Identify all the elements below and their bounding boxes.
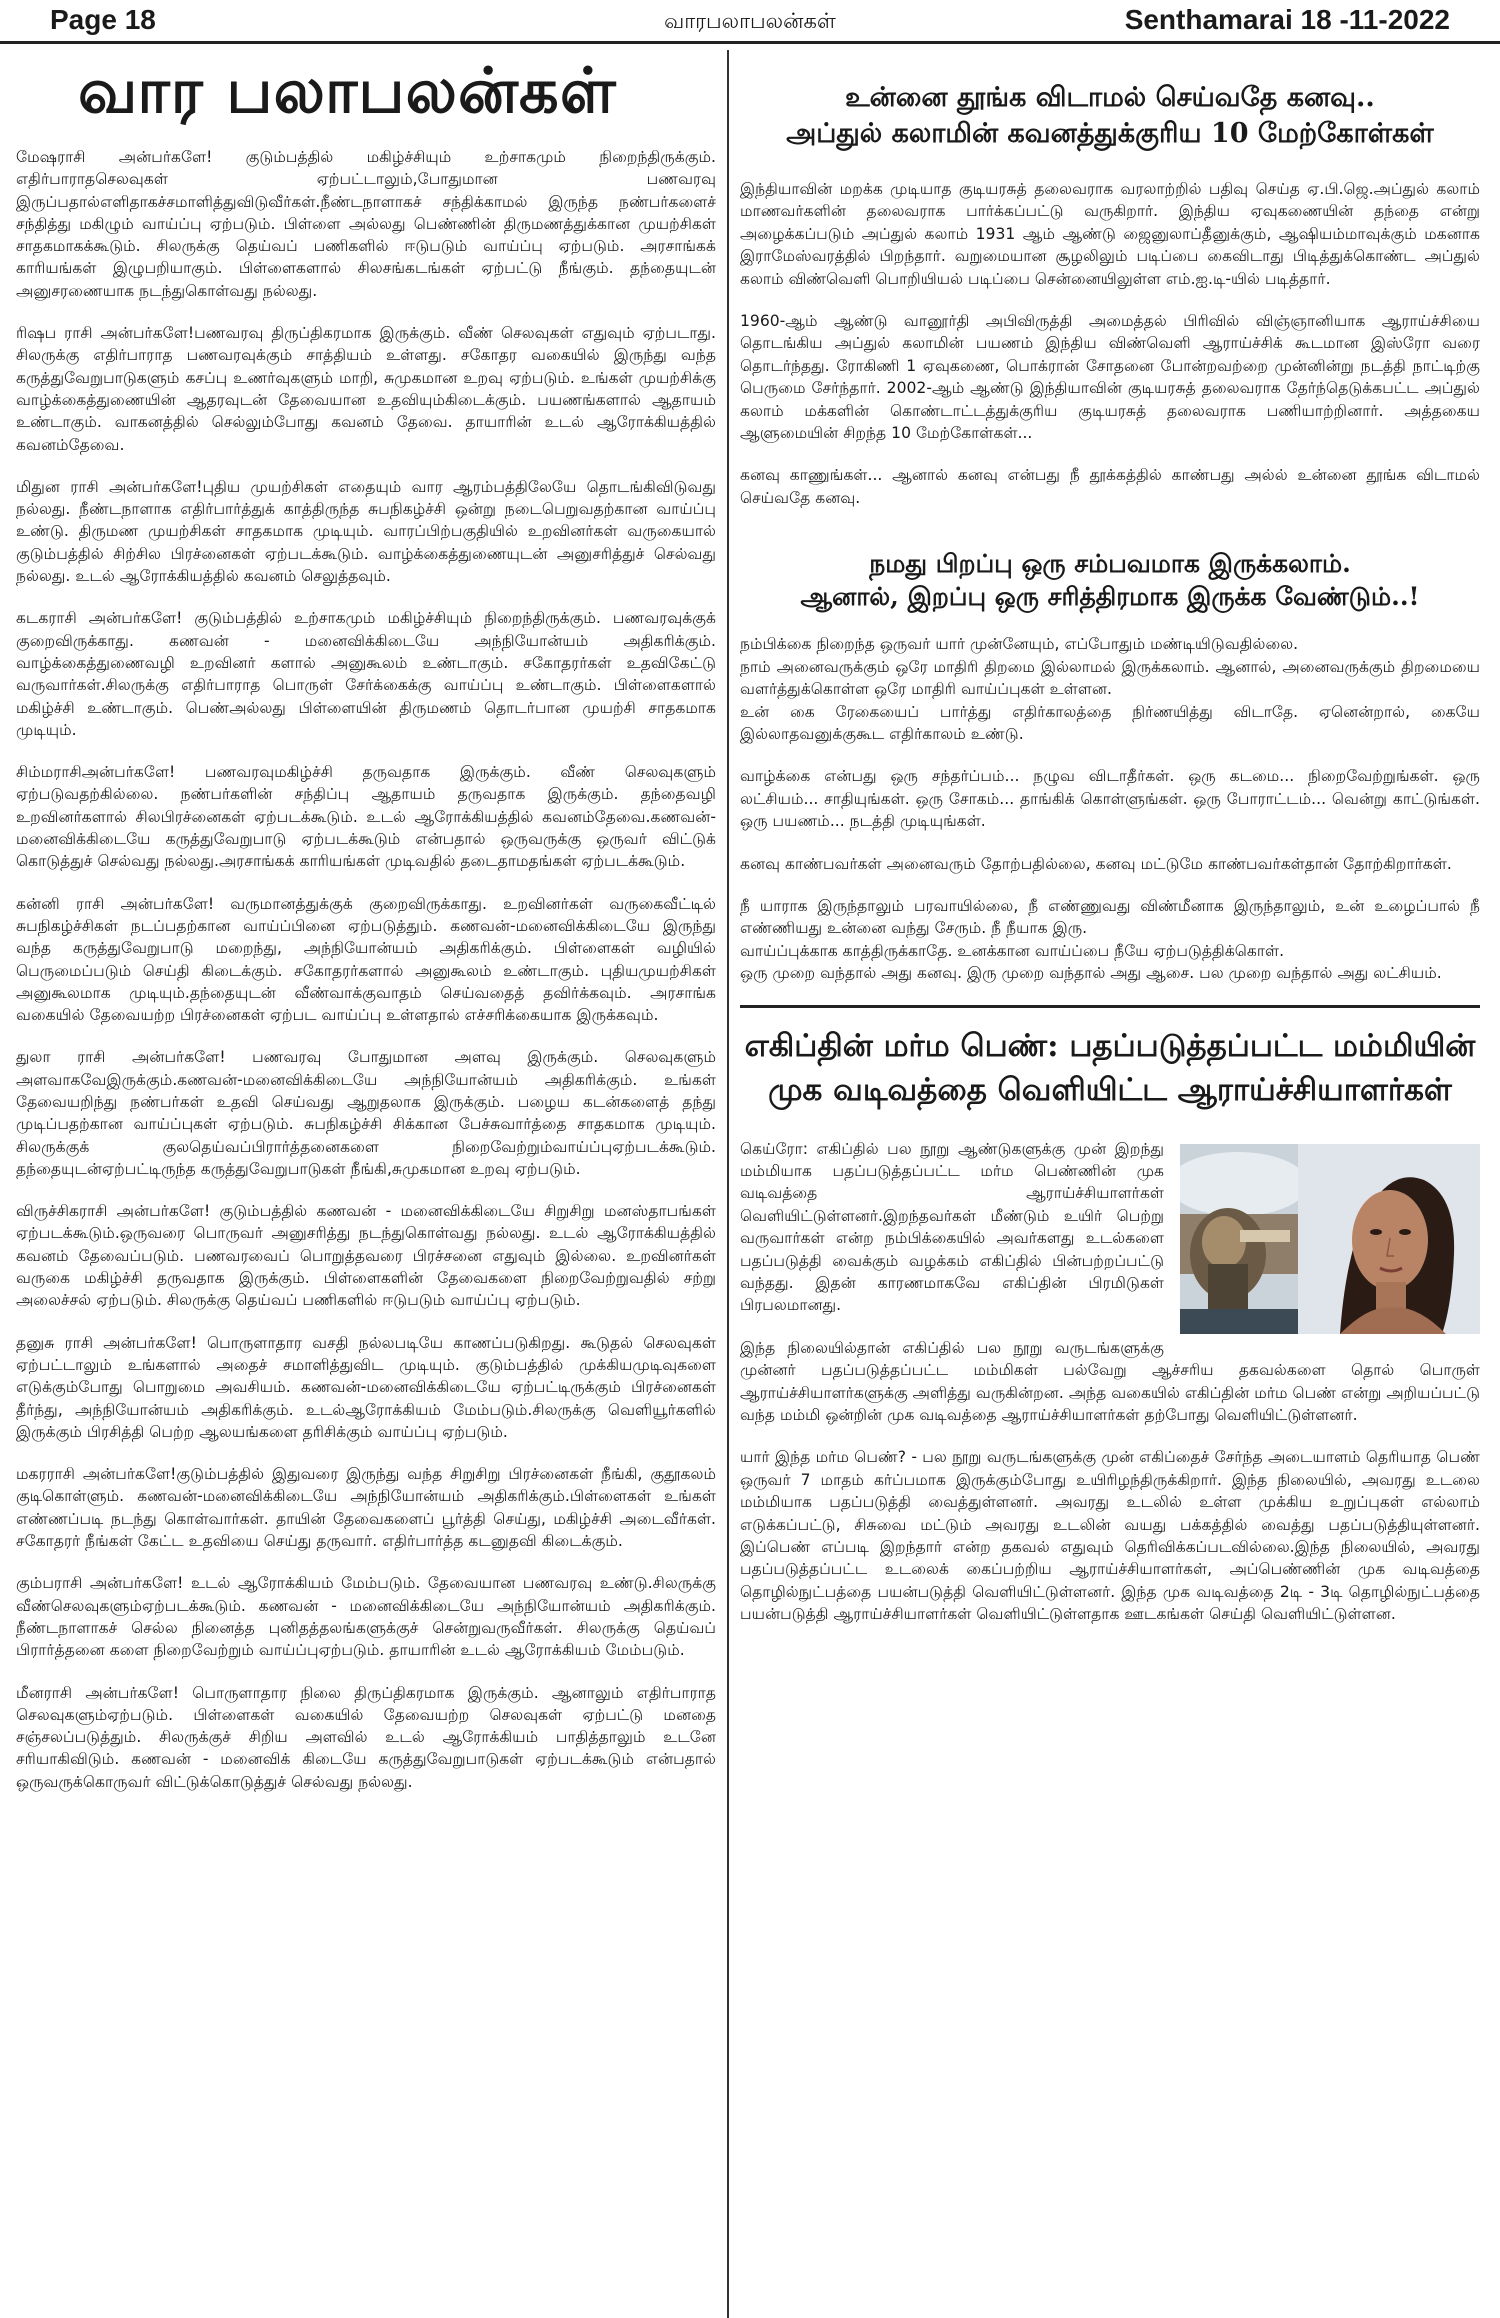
horoscope-column (16, 46, 716, 2316)
mummy-article-title: எகிப்தின் மர்ம பெண்: பதப்படுத்தப்பட்ட மம்மியின் முக வடிவத்தை வெளியிட்ட ஆராய்ச்சியாளர்கள் (744, 1027, 1476, 1108)
horoscope-viruchigam: விருச்சிகராசி அன்பர்களே! குடும்பத்தில் கணவன் - மனைவிக்கிடையே சிறுசிறு மனஸ்தாபங்கள் ஏற்படக்கூடும்.ஒருவரை பொருவர் அனுசரித்து நடந்துகொள்வது நல்லது. உடல் ஆரோக்கியத்தில் கவனம் தேவைப்படும். பணவரவைப் பொறுத்தவரை பிரச்சனை எதுவும் இல்லை. உறவினர்கள் வருகை மகிழ்ச்சி தருவதாக இருக்கும். பிள்ளைகளின் தேவைகளை நிறைவேற்றுவதில் சற்று அலைச்சல் ஏற்படும். சிலருக்கு தெய்வப் பணிகளில் ஈடுபடும் வாய்ப்பு ஏற்படும். (16, 1202, 716, 1310)
quote: ஒரு முறை வந்தால் அது கனவு. இரு முறை வந்தால் அது ஆசை. பல முறை வந்தால் அது லட்சியம். (740, 964, 1442, 983)
mummy-face-reconstruction-image (1180, 1144, 1480, 1334)
kalam-paragraph: கனவு காணுங்கள்... ஆனால் கனவு என்பது நீ தூக்கத்தில் காண்பது அல்ல் உன்னை தூங்க விடாமல் செய்வதே கனவு. (740, 466, 1480, 507)
horoscope-rishabam: ரிஷப ராசி அன்பர்களே!பணவரவு திருப்திகரமாக இருக்கும். வீண் செலவுகள் எதுவும் ஏற்படாது. சிலருக்கு எதிர்பாராத பணவரவுக்கும் சாத்தியம் உள்ளது. சகோதர வகையில் இருந்து வந்த கருத்துவேறுபாடுகளும் கசப்பு உணர்வுகளும் மாறி, சுமுகமான உறவு ஏற்படும். உங்கள் முயற்சிக்கு வாழ்க்கைத்துணையின் ஆதரவுடன் தேவையான உதவியும்கிடைக்கும். பயணங்களால் ஆதாயம் உண்டாகும். வாகனத்தில் செல்லும்போது கவனம் தேவை. தாயாரின் உடல் ஆரோக்கியத்தில் கவனம்தேவை. (16, 324, 716, 454)
horoscope-kanni: கன்னி ராசி அன்பர்களே! வருமானத்துக்குக் குறைவிருக்காது. உறவினர்கள் வருகைவீட்டில் சுபநிகழ்ச்சிகள் நடப்பதற்கான வாய்ப்பினை ஏற்படுத்தும். கணவன்-மனைவிக்கிடையே இருந்து வந்த கருத்துவேறுபாடு மறைந்து, அந்நியோன்யம் அதிகரிக்கும். பிள்ளைகள் வழியில் பெருமைப்படும் செய்தி கிடைக்கும். சகோதரர்களால் அனுகூலம் உண்டாகும். புதியமுயற்சிகள் அனுகூலமாக முடியும்.தந்தையுடன் வீண்வாக்குவாதம் செய்வதைத் தவிர்க்கவும். அரசாங்க வகையில் தேவையற்ற பிரச்னைகள் ஏற்பட வாய்ப்பு உள்ளதால் எச்சரிக்கையாக இருக்கவும். (16, 894, 716, 1025)
articles-column (740, 46, 1480, 2316)
kalam-paragraph: இந்தியாவின் மறக்க முடியாத குடியரசுத் தலைவராக வரலாற்றில் பதிவு செய்த ஏ.பி.ஜெ.அப்துல் கலாம் மாணவர்களின் தலைவராக பார்க்கப்பட்டு வருகிறார். இந்திய ஏவுகணையின் தந்தை என்று அழைக்கப்படும் அப்துல் கலாம் 1931 ஆம் ஆண்டு ஜைனுலாப்தீனுக்கும், ஆஷியம்மாவுக்கும் மகனாக இராமேஸ்வரத்தில் பிறந்தார். வறுமையான சூழலிலும் படிப்பை கைவிடாது பிடித்துக்கொண்ட அப்துல் கலாம் விண்வெளி பொறியியல் படிப்பை சென்னையிலுள்ள எம்.ஐ.டி-யில் படித்தார். (740, 180, 1480, 288)
kalam-quotes-article (740, 547, 1480, 984)
horoscope-title: வார பலாபலன்கள் (78, 54, 617, 127)
quotes-title: நமது பிறப்பு ஒரு சம்பவமாக இருக்கலாம். ஆனால், இறப்பு ஒரு சரித்திரமாக இருக்க வேண்டும்..! (800, 549, 1420, 612)
mummy-paragraph: கெய்ரோ: எகிப்தில் பல நூறு ஆண்டுகளுக்கு முன் இறந்து மம்மியாக பதப்படுத்தப்பட்ட மர்ம பெண்ணின் முக வடிவத்தை ஆராய்ச்சியாளர்கள் வெளியிட்டுள்ளனர்.இறந்தவர்கள் மீண்டும் உயிர் பெற்று வருவார்கள் என்ற நம்பிக்கையில் அவர்களது உடல்களை பதப்படுத்தி வைக்கும் வழக்கம் எகிப்தில் பின்பற்றப்பட்டு வந்தது. இதன் காரணமாகவே எகிப்தின் பிரமிடுகள் பிரபலமானது. (740, 1138, 1480, 1317)
horoscope-dhanusu: தனுசு ராசி அன்பர்களே! பொருளாதார வசதி நல்லபடியே காணப்படுகிறது. கூடுதல் செலவுகள் ஏற்பட்டாலும் உங்களால் அதைச் சமாளித்துவிட முடியும். குடும்பத்தில் முக்கியமுடிவுகளை எடுக்கும்போது பொறுமை அவசியம். கணவன்-மனைவிக்கிடையே ஏற்பட்டிருக்கும் பிரச்னைகள் தீர்ந்து, அந்நியோன்யம் அதிகரிக்கும். உடல்ஆரோக்கியம் மேம்படும்.சிலருக்கு வெளியூர்களில் இருக்கும் பிரசித்தி பெற்ற ஆலயங்களை தரிசிக்கும் வாய்ப்பு ஏற்படும். (16, 1333, 716, 1441)
horoscope-kadagam: கடகராசி அன்பர்களே! குடும்பத்தில் உற்சாகமும் மகிழ்ச்சியும் நிறைந்திருக்கும். பணவரவுக்குக் குறைவிருக்காது. கணவன் - மனைவிக்கிடையே அந்நியோன்யம் அதிகரிக்கும். வாழ்க்கைத்துணைவழி உறவினர் களால் அனுகூலம் உண்டாகும். சகோதரர்கள் உதவிகேட்டு வருவார்கள்.சிலருக்கு எதிர்பாராத பொருள் சேர்க்கைக்கு வாய்ப்பு உண்டாகும். பிள்ளைகளால் மகிழ்ச்சி உண்டாகும். பெண்அல்லது பிள்ளையின் திருமணம் தொடர்பான முயற்சி சாதகமாக முடியும். (16, 609, 716, 739)
column-divider (727, 50, 729, 2318)
mummy-article (740, 1008, 1480, 1646)
reconstructed-face-photo (1298, 1144, 1480, 1334)
paper-date: Senthamarai 18 -11-2022 (1124, 4, 1450, 35)
quote: கனவு காண்பவர்கள் அனைவரும் தோற்பதில்லை, கனவு மட்டுமே காண்பவர்கள்தான் தோற்கிறார்கள். (740, 854, 1452, 873)
mummy-paragraph: இந்த நிலையில்தான் எகிப்தில் பல நூறு வருடங்களுக்கு முன்னர் பதப்படுத்தப்பட்ட மம்மிகள் பல்வேறு ஆச்சரிய தகவல்களை தொல் பொருள் ஆராய்ச்சியாளர்களுக்கு அளித்து வருகின்றன. அந்த வகையில் எகிப்தின் மர்ம பெண் என்று அறியப்பட்டு வந்த மம்மி ஒன்றின் முக வடிவத்தை ஆராய்ச்சியாளர்கள் தற்போது வெளியிட்டுள்ளனர். (740, 1338, 1480, 1425)
page-header (0, 0, 1500, 44)
quote: நம்பிக்கை நிறைந்த ஒருவர் யார் முன்னேயும், எப்போதும் மண்டியிடுவதில்லை. (740, 635, 1299, 654)
horoscope-thulam: துலா ராசி அன்பர்களே! பணவரவு போதுமான அளவு இருக்கும். செலவுகளும் அளவாகவேஇருக்கும்.கணவன்-மனைவிக்கிடையே அந்நியோன்யம் அதிகரிக்கும். உங்கள் தேவையறிந்து நண்பர்கள் உதவி செய்வது ஆறுதலாக இருக்கும். பழைய கடன்களைத் தந்து முடிப்பதற்கான வாய்ப்புகள் ஏற்படும். சுபநிகழ்ச்சி சிக்கான பேச்சுவார்த்தை சாதகமாக முடியும். சிலருக்குக் குலதெய்வப்பிரார்த்தனைகளை நிறைவேற்றும்வாய்ப்புஏற்படக்கூடும். தந்தையுடன்ஏற்பட்டிருந்த கருத்துவேறுபாடுகள் நீங்கி,சுமுகமான உறவு ஏற்படும். (16, 1048, 716, 1178)
horoscope-mesham: மேஷராசி அன்பர்களே! குடும்பத்தில் மகிழ்ச்சியும் உற்சாகமும் நிறைந்திருக்கும். எதிர்பாராதசெலவுகள் ஏற்பட்டாலும்,போதுமான பணவரவு இருப்பதால்எளிதாகச்சமாளித்துவிடுவீர்கள்.நீண்டநாளாகச் சந்திக்காமல் இருந்த நண்பர்களைச் சந்தித்து மகிழும் வாய்ப்பு ஏற்படும். பிள்ளை அல்லது பெண்ணின் திருமணத்துக்கான முயற்சிகள் சாதகமாகக்கூடும். சிலருக்கு தெய்வப் பணிகளில் ஈடுபடும் வாய்ப்பு ஏற்படும். அரசாங்கக் காரியங்கள் இழுபறியாகும். பிள்ளைகளால் சிலசங்கடங்கள் ஏற்பட்டு நீங்கும். தந்தையுடன் அனுசரணையாக நடந்துகொள்வது நல்லது. (16, 148, 716, 300)
mummy-paragraph: யார் இந்த மர்ம பெண்? - பல நூறு வருடங்களுக்கு முன் எகிப்தைச் சேர்ந்த அடையாளம் தெரியாத பெண் ஒருவர் 7 மாதம் கர்ப்பமாக இருக்கும்போது உயிரிழந்திருக்கிறார். இந்த நிலையில், அவரது உடலை மம்மியாக பதப்படுத்தி வைத்துள்ளனர். அவரது உடலில் உள்ள முக்கிய உறுப்புகள் எல்லாம் எடுக்கப்பட்டு, சிசுவை மட்டும் அவரது உடலின் வயது பக்கத்தில் வைத்து பதப்படுத்தியுள்ளனர். இப்பெண் எப்படி இறந்தார் என்ற தகவல் எதுவும் தெரிவிக்கப்படவில்லை.இந்த நிலையில், அவரது பதப்படுத்தப்பட்ட உடலைக் கைப்பற்றிய ஆராய்ச்சியாளர்கள், அப்பெண்ணின் முக வடிவத்தை தொழில்நுட்பத்தை பயன்படுத்தி வெளியிட்டுள்ளனர். இந்த முக வடிவத்தை 2டி - 3டி தொழில்நுட்பத்தை பயன்படுத்தி ஆராய்ச்சியாளர்கள் வெளியிட்டுள்ளதாக ஊடகங்கள் செய்தி வெளியிட்டுள்ளன. (740, 1448, 1480, 1624)
section-name: வாரபலாபலன்கள் (664, 9, 836, 33)
kalam-paragraph: 1960-ஆம் ஆண்டு வானூர்தி அபிவிருத்தி அமைத்தல் பிரிவில் விஞ்ஞானியாக ஆராய்ச்சியை தொடங்கிய அப்துல் கலாமின் பயணம் இந்திய விண்வெளி ஆராய்ச்சிக் கூடமான இஸ்ரோ வரை தொடர்ந்தது. ரோகிணி 1 ஏவுகணை, பொக்ரான் சோதனை போன்றவற்றை முன்னின்று நடத்தி நாட்டிற்கு பெருமை சேர்ந்தார். 2002-ஆம் ஆண்டு இந்தியாவின் குடியரசுத் தலைவராக தேர்ந்தெடுக்கபட்ட அப்துல் கலாம் மக்களின் கொண்டாட்டத்துக்குரிய குடியரசுத் தலைவராக பணியாற்றினார். அத்தகைய ஆளுமையின் சிறந்த 10 மேற்கோள்கள்... (740, 312, 1480, 443)
kalam-article (740, 80, 1480, 509)
horoscope-meenam: மீனராசி அன்பர்களே! பொருளாதார நிலை திருப்திகரமாக இருக்கும். ஆனாலும் எதிர்பாராத செலவுகளும்ஏற்படும். பிள்ளைகள் வகையில் தேவையற்ற செலவுகள் ஏற்பட்டு மனதை சஞ்சலப்படுத்தும். சிலருக்குச் சிறிய அளவில் உடல் ஆரோக்கியம் பாதித்தாலும் உடனே சரியாகிவிடும். கணவன் - மனைவிக் கிடையே கருத்துவேறுபாடுகள் ஏற்படக்கூடும் என்பதால் ஒருவருக்கொருவர் விட்டுக்கொடுத்துச் செல்வது நல்லது. (16, 1683, 716, 1791)
horoscope-kumbam: கும்பராசி அன்பர்களே! உடல் ஆரோக்கியம் மேம்படும். தேவையான பணவரவு உண்டு.சிலருக்கு வீண்செலவுகளும்ஏற்படக்கூடும். கணவன் - மனைவிக்கிடையே அந்நியோன்யம் அதிகரிக்கும். நீண்டநாளாகச் செல்ல நினைத்த புனிதத்தலங்களுக்குச் சென்றுவருவீர்கள். சிலருக்கு தெய்வப் பிரார்த்தனை களை நிறைவேற்றும் வாய்ப்புஏற்படும். தாயாரின் உடல் ஆரோக்கியம் மேம்படும். (16, 1574, 716, 1660)
horoscope-simmam: சிம்மராசிஅன்பர்களே! பணவரவுமகிழ்ச்சி தருவதாக இருக்கும். வீண் செலவுகளும் ஏற்படுவதற்கில்லை. நண்பர்களின் சந்திப்பு ஆதாயம் தருவதாக இருக்கும். தந்தைவழி உறவினர்களால் சிலபிரச்னைகள் ஏற்படக்கூடும். உடல் ஆரோக்கியத்தில் கவனம்தேவை.கணவன்- மனைவிக்கிடையே கருத்துவேறுபாடு ஏற்படக்கூடும் என்பதால் ஒருவருக்கு ஒருவர் விட்டுக் கொடுத்துச் செல்வது நல்லது.அரசாங்கக் காரியங்கள் முடிவதில் தடைதாமதங்கள் ஏற்படக்கூடும். (16, 763, 716, 871)
horoscope-mithunam: மிதுன ராசி அன்பர்களே!புதிய முயற்சிகள் எதையும் வார ஆரம்பத்திலேயே தொடங்கிவிடுவது நல்லது. நீண்டநாளாக எதிர்பார்த்துக் காத்திருந்த சுபநிகழ்ச்சி ஒன்று நடைபெறுவதற்கான வாய்ப்பு உண்டு. திருமண முயற்சிகள் சாதகமாக முடியும். வாரப்பிற்பகுதியில் உறவினர்கள் வருகையால் குடும்பத்தில் சிற்சில பிரச்னைகள் ஏற்படக்கூடும். வாழ்க்கைத்துணையுடன் அனுசரித்துச் செல்வது நல்லது. உடல் ஆரோக்கியத்தில் கவனம் செலுத்தவும். (16, 477, 716, 586)
quote: வாய்ப்புக்காக காத்திருக்காதே. உனக்கான வாய்ப்பை நீயே ஏற்படுத்திக்கொள். (740, 941, 1285, 960)
horoscope-magaram: மகரராசி அன்பர்களே!குடும்பத்தில் இதுவரை இருந்து வந்த சிறுசிறு பிரச்னைகள் நீங்கி, குதூகலம் குடிகொள்ளும். கணவன்-மனைவிக்கிடையே அந்நியோன்யம் அதிகரிக்கும்.பிள்ளைகள் உங்கள் எண்ணப்படி நடந்து கொள்வார்கள். தாயின் தேவைகளைப் பூர்த்தி செய்து, மகிழ்ச்சி அடைவீர்கள். சகோதரர் நீங்கள் கேட்ட உதவியை செய்து தருவார். எதிர்பார்த்த கடனுதவி கிடைக்கும். (16, 1465, 716, 1551)
quote: நீ யாராக இருந்தாலும் பரவாயில்லை, நீ எண்ணுவது விண்மீனாக இருந்தாலும், உன் உழைப்பால் நீ எண்ணியது உன்னை வந்து சேரும். நீ நீயாக இரு. (740, 896, 1480, 938)
kalam-article-title: உன்னை தூங்க விடாமல் செய்வதே கனவு.. அப்துல் கலாமின் கவனத்துக்குரிய 10 மேற்கோள்கள் (786, 82, 1434, 149)
quote: உன் கை ரேகையைப் பார்த்து எதிர்காலத்தை நிர்ணயித்து விடாதே. ஏனென்றால், கையே இல்லாதவனுக்குகூட எதிர்காலம் உண்டு. (740, 702, 1480, 743)
page-number: Page 18 (50, 4, 156, 35)
quote: வாழ்க்கை என்பது ஒரு சந்தர்ப்பம்... நழுவ விடாதீர்கள். ஒரு கடமை... நிறைவேற்றுங்கள். ஒரு லட்சியம்... சாதியுங்கள். ஒரு சோகம்... தாங்கிக் கொள்ளுங்கள். ஒரு போராட்டம்... வென்று காட்டுங்கள். ஒரு பயணம்... நடத்தி முடியுங்கள். (740, 767, 1480, 831)
mummy-scan-photo (1180, 1144, 1308, 1334)
quote: நாம் அனைவருக்கும் ஒரே மாதிரி திறமை இல்லாமல் இருக்கலாம். ஆனால், அனைவருக்கும் திறமையை வளர்த்துக்கொள்ள ஒரே மாதிரி வாய்ப்புகள் உள்ளன. (740, 657, 1480, 699)
